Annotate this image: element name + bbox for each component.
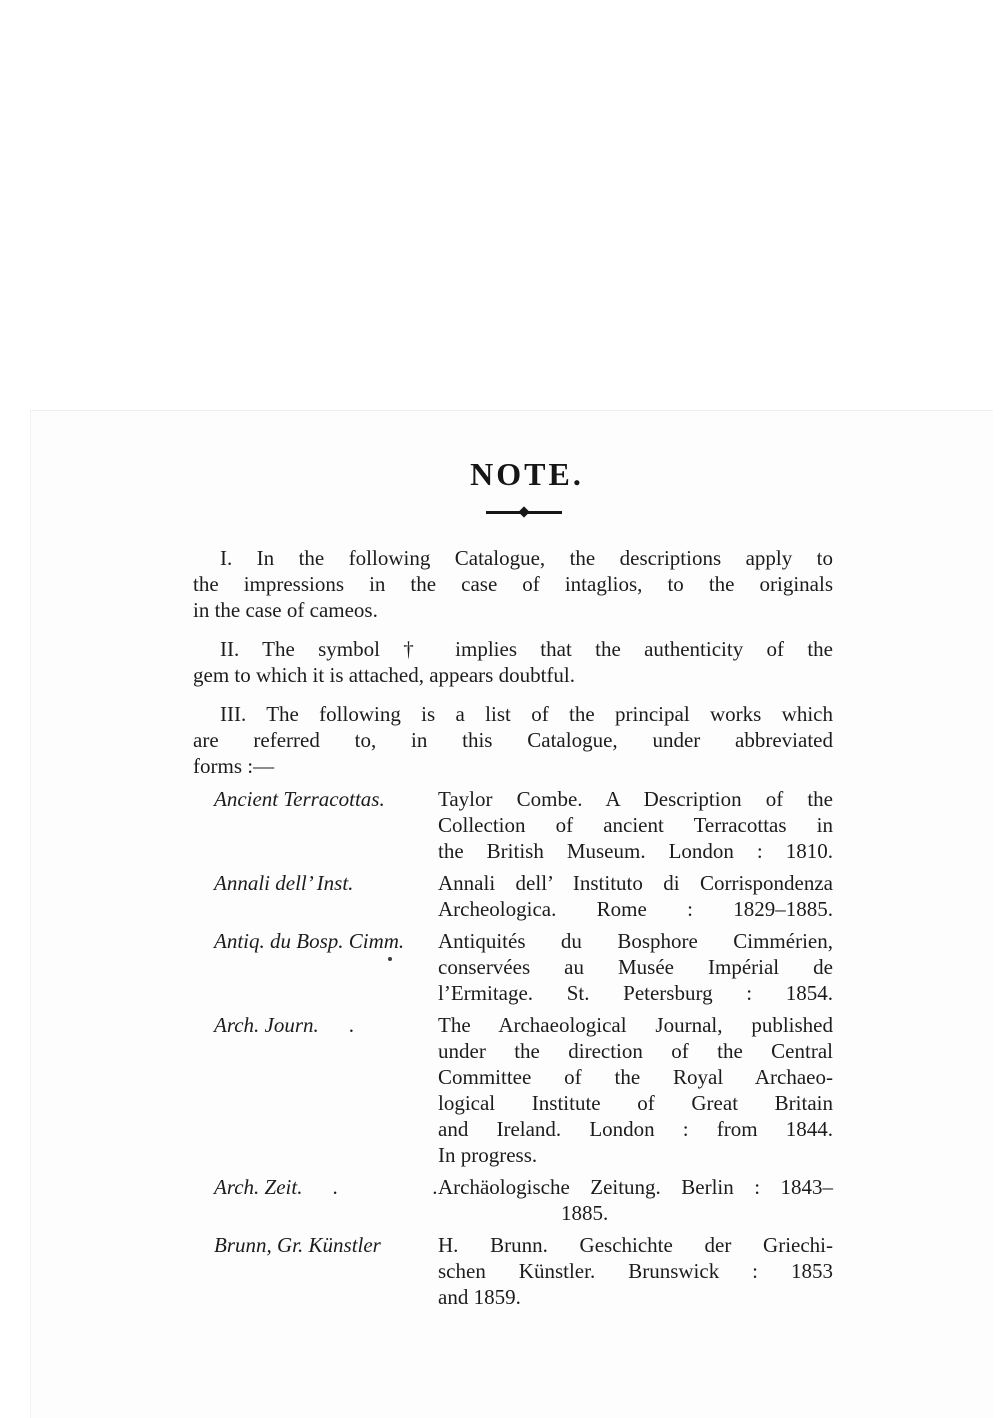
entry-definition [438, 928, 833, 1006]
entry-term-cell [193, 870, 438, 896]
entry-term: Annali dell’ Inst. [214, 871, 354, 895]
entry-term-cell [193, 1174, 438, 1200]
print-artifact [388, 957, 392, 961]
entry-term-cell [193, 1232, 438, 1258]
paragraph-line: the impressions in the case of intaglios, to the originals [193, 572, 833, 596]
definition-line: and Ireland. London : from 1844. [438, 1117, 833, 1141]
definition-line: under the direction of the Central [438, 1039, 833, 1063]
entry-term: Arch. Zeit. [214, 1175, 303, 1199]
paragraph-line: are referred to, in this Catalogue, under abbreviated [193, 728, 833, 752]
paragraph-line: forms :— [193, 754, 275, 778]
definition-line: The Archaeological Journal, published [438, 1013, 833, 1037]
entry-term: Brunn, Gr. Künstler [214, 1233, 381, 1257]
entry-definition [438, 1174, 833, 1226]
entry-term-cell [193, 1012, 438, 1038]
definition-line: Annali dell’ Instituto di Corrispondenza [438, 871, 833, 895]
entry-definition [438, 870, 833, 922]
definition-line: logical Institute of Great Britain [438, 1091, 833, 1115]
definition-line: Archäologische Zeitung. Berlin : 1843– [438, 1175, 833, 1199]
definition-line: conservées au Musée Impérial de [438, 955, 833, 979]
reference-entry [193, 786, 833, 864]
reference-entry [193, 928, 833, 1006]
definition-line: Archeologica. Rome : 1829–1885. [438, 897, 833, 921]
definition-line: Antiquités du Bosphore Cimmérien, [438, 929, 833, 953]
entry-leader-dots: . [348, 1013, 355, 1037]
entry-definition [438, 1232, 833, 1310]
entry-term-cell [193, 786, 438, 812]
divider-diamond-icon [518, 506, 529, 517]
entry-term: Antiq. du Bosp. Cimm. [214, 929, 405, 953]
abbreviation-list [193, 786, 833, 1316]
reference-entry [193, 1232, 833, 1310]
definition-line: and 1859. [438, 1285, 521, 1309]
definition-line: In progress. [438, 1143, 538, 1167]
divider-line-right [526, 511, 562, 514]
paragraph-line: in the case of cameos. [193, 598, 378, 622]
entry-definition [438, 786, 833, 864]
definition-line: 1885. [561, 1201, 609, 1225]
scanned-book-page [30, 410, 993, 1418]
paragraph-line: III. The following is a list of the principal works which [220, 702, 833, 726]
paragraph-line: II. The symbol † implies that the authenticity of the [220, 637, 833, 661]
definition-line: H. Brunn. Geschichte der Griechi- [438, 1233, 833, 1257]
divider-line-left [486, 511, 522, 514]
definition-line: Collection of ancient Terracottas in [438, 813, 833, 837]
entry-definition [438, 1012, 833, 1168]
paragraph-line: gem to which it is attached, appears doubtful. [193, 663, 575, 687]
definition-line: schen Künstler. Brunswick : 1853 [438, 1259, 833, 1283]
entry-leader-dots: . . [332, 1175, 438, 1199]
definition-line: l’Ermitage. St. Petersburg : 1854. [438, 981, 833, 1005]
entry-term: Arch. Journ. [214, 1013, 319, 1037]
page-title: NOTE. [470, 456, 584, 493]
reference-entry [193, 1012, 833, 1168]
paragraph-3 [193, 701, 833, 779]
reference-entry [193, 870, 833, 922]
paragraph-line: I. In the following Catalogue, the descriptions apply to [220, 546, 833, 570]
title-divider-ornament [484, 507, 564, 517]
paragraph-1 [193, 545, 833, 623]
entry-term-cell [193, 928, 438, 954]
definition-line: the British Museum. London : 1810. [438, 839, 833, 863]
entry-term: Ancient Terracottas. [214, 787, 385, 811]
definition-line: Committee of the Royal Archaeo- [438, 1065, 833, 1089]
paragraph-2 [193, 636, 833, 688]
definition-line: Taylor Combe. A Description of the [438, 787, 833, 811]
reference-entry [193, 1174, 833, 1226]
